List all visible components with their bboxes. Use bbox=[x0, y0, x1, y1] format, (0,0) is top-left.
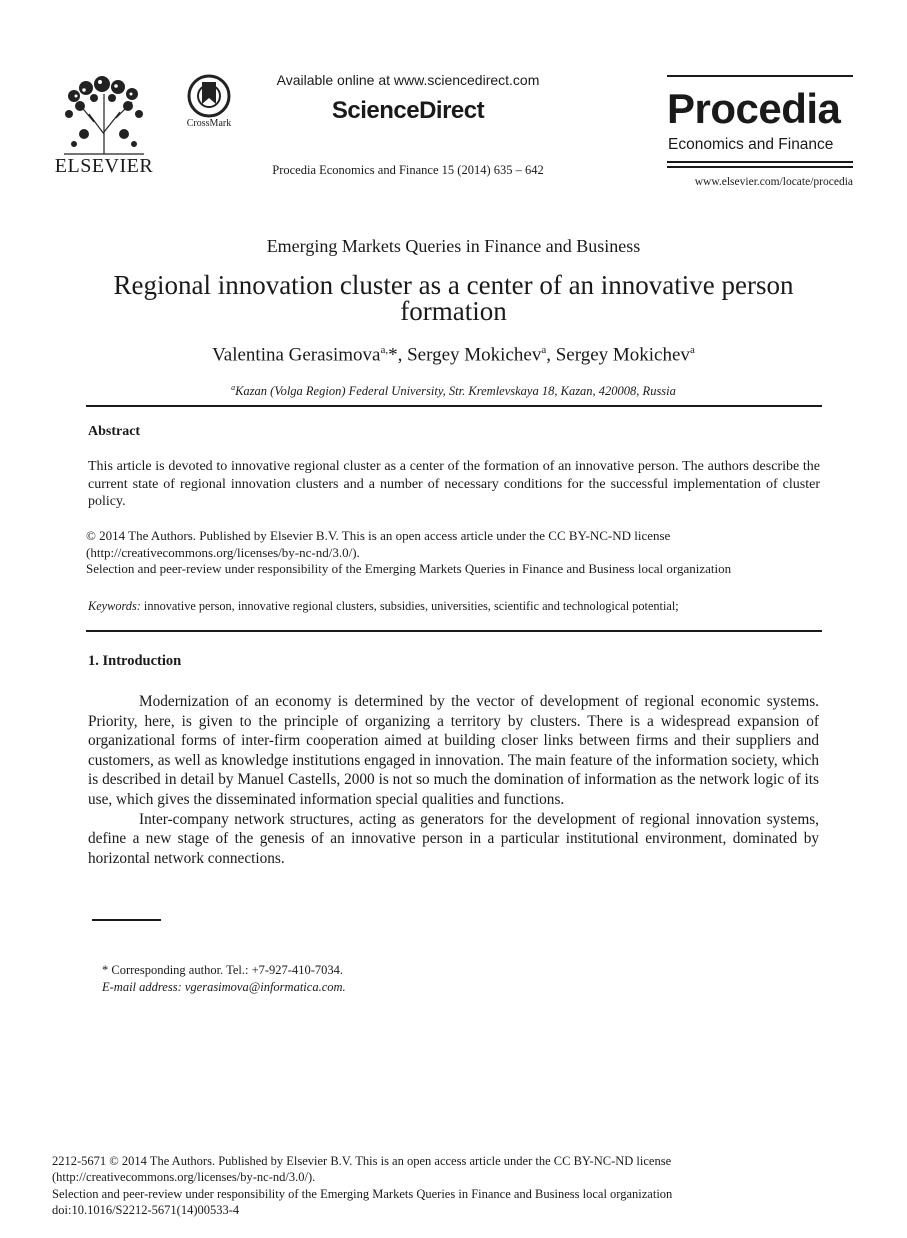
conference-name: Emerging Markets Queries in Finance and Business bbox=[266, 236, 641, 256]
license-line: Selection and peer-review under responsibility of the Emerging Markets Queries in Finance and Business local organization bbox=[86, 561, 732, 576]
elsevier-wordmark: ELSEVIER bbox=[54, 155, 154, 177]
footer-doi[interactable]: doi:10.1016/S2212-5671(14)00533-4 bbox=[52, 1202, 240, 1217]
license-link[interactable]: (http://creativecommons.org/licenses/by-nc-nd/3.0/). bbox=[86, 544, 360, 560]
paragraph: Modernization of an economy is determined by the vector of development of regional economic systems. Priority, here, is given to the principle of organizing a territory by clusters. There is a widespread expansion of organizational forms of inter-firm cooperation aimed at building closer links between firms and their suppliers and customers, as well as knowledge institutions engaged in innovation. The main feature of the information society, which is described in detail by Manuel Castells, 2000 is not so much the domination of information as the network logic of its use, which gives the disseminated information special qualities and functions. bbox=[88, 693, 819, 808]
available-online-text: Available online at www.sciencedirect.com bbox=[276, 72, 540, 88]
procedia-subtitle: Economics and Finance bbox=[668, 136, 834, 153]
abstract-text: This article is devoted to innovative regional cluster as a center of the formation of an innovative person. The authors describe the current state of regional innovation clusters and a number of necessary conditions for the successful implementation of cluster policy. bbox=[88, 459, 820, 509]
author-separator: *, bbox=[388, 344, 408, 366]
author-list bbox=[0, 344, 907, 366]
affiliation-mark: a bbox=[231, 383, 236, 392]
procedia-logo: Procedia bbox=[667, 85, 841, 132]
author-affiliation-mark: a, bbox=[380, 344, 389, 356]
corresponding-author-note: * Corresponding author. Tel.: +7-927-410-7034. bbox=[102, 963, 343, 977]
footer-line: 2212-5671 © 2014 The Authors. Published by Elsevier B.V. This is an open access article under the CC BY-NC-ND license bbox=[52, 1154, 672, 1168]
author-separator: , bbox=[546, 344, 556, 366]
footer-line: Selection and peer-review under responsibility of the Emerging Markets Queries in Finance and Business local organization bbox=[52, 1186, 673, 1201]
email-note: E-mail address: vgerasimova@informatica.com. bbox=[102, 980, 346, 994]
crossmark-label: CrossMark bbox=[186, 118, 232, 129]
introduction-body bbox=[88, 692, 819, 868]
section-heading: 1. Introduction bbox=[88, 653, 182, 669]
keywords-text: innovative person, innovative regional clusters, subsidies, universities, scientific and technological potential; bbox=[140, 599, 679, 613]
author-affiliation-mark: a bbox=[541, 344, 547, 356]
divider-bottom bbox=[86, 630, 822, 632]
procedia-url-link[interactable]: www.elsevier.com/locate/procedia bbox=[694, 176, 853, 188]
footer-license-link[interactable]: (http://creativecommons.org/licenses/by-nc-nd/3.0/). bbox=[52, 1170, 316, 1185]
sciencedirect-logo[interactable]: ScienceDirect bbox=[331, 97, 485, 124]
author-name: Sergey Mokichev bbox=[555, 344, 690, 366]
page-footer bbox=[52, 1153, 852, 1218]
author-name: Valentina Gerasimova bbox=[212, 344, 381, 366]
keywords-label: Keywords: bbox=[88, 599, 141, 613]
affiliation-text: Kazan (Volga Region) Federal University, Str. Kremlevskaya 18, Kazan, 420008, Russia bbox=[235, 384, 676, 399]
article-title: Regional innovation cluster as a center of an innovative person formation bbox=[113, 270, 794, 326]
keywords bbox=[88, 599, 828, 614]
license-line: © 2014 The Authors. Published by Elsevier B.V. This is an open access article under the CC BY-NC-ND license bbox=[86, 528, 671, 543]
abstract-heading: Abstract bbox=[88, 424, 141, 439]
paragraph: Inter-company network structures, acting as generators for the development of regional innovation systems, define a new stage of the genesis of an innovative person in a particular institutional environment, dominated by horizontal network connections. bbox=[88, 810, 819, 867]
procedia-bottom-rules bbox=[667, 161, 853, 171]
divider-top bbox=[86, 405, 822, 407]
procedia-top-rules bbox=[667, 75, 853, 80]
license-statement bbox=[86, 528, 826, 578]
footnote-rule bbox=[92, 919, 161, 921]
author-affiliation-mark: a bbox=[689, 344, 695, 356]
author-name: Sergey Mokichev bbox=[407, 344, 542, 366]
affiliation bbox=[0, 383, 907, 399]
journal-citation: Procedia Economics and Finance 15 (2014) 635 – 642 bbox=[272, 163, 544, 177]
